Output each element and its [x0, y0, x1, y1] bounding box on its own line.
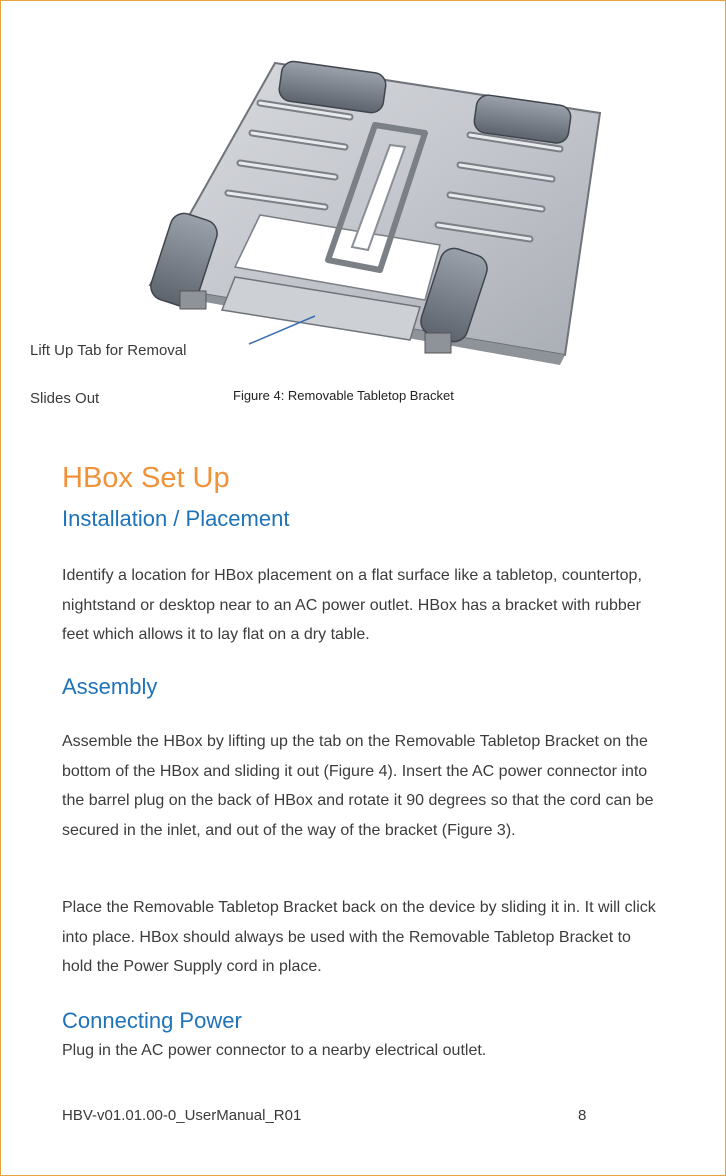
assembly-paragraph-2: Place the Removable Tabletop Bracket back on the device by sliding it in. It will click into place. HBox should always be used with the Removable Tabletop Bracket to hold the Power Supply cord in place.	[62, 899, 656, 975]
removable-tabletop-bracket-illustration	[140, 55, 610, 365]
footer-page-number: 8	[578, 1107, 587, 1124]
callout-lift-tab: Lift Up Tab for Removal	[30, 342, 187, 359]
assembly-paragraph-1: Assemble the HBox by lifting up the tab on the Removable Tabletop Bracket on the bottom of the HBox and sliding it out (Figure 4). Insert the AC power connector into the barrel plug on the back of HBox and rotate it 90 degrees so that the cord can be secured in the inlet, and out of the way of the bracket (Figure 3).	[62, 733, 654, 839]
installation-paragraph: Identify a location for HBox placement on a flat surface like a tabletop, countertop, nightstand or desktop near to an AC power outlet. HBox has a bracket with rubber feet which allows it to lay flat on a dry table.	[62, 567, 642, 643]
bracket-figure	[140, 55, 610, 365]
callout-leader-line	[245, 310, 325, 350]
assembly-heading: Assembly	[62, 674, 158, 699]
callout-slides-out: Slides Out	[30, 390, 100, 407]
footer-document-id: HBV-v01.01.00-0_UserManual_R01	[62, 1107, 302, 1124]
connecting-power-heading: Connecting Power	[62, 1008, 242, 1033]
section-title: HBox Set Up	[62, 462, 230, 494]
installation-heading: Installation / Placement	[62, 506, 290, 531]
connecting-power-paragraph: Plug in the AC power connector to a nearby electrical outlet.	[62, 1042, 487, 1059]
figure-caption: Figure 4: Removable Tabletop Bracket	[233, 388, 454, 403]
